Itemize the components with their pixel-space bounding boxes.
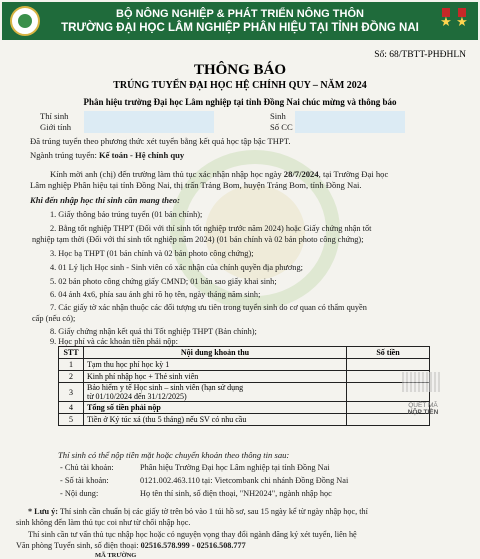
enrollment-date: 28/7/2024 bbox=[283, 169, 319, 179]
requirement-item: 4. 01 Lý lịch Học sinh - Sinh viên có xác nhận của chính quyền địa phương; bbox=[50, 263, 303, 272]
notice-subtitle: TRÚNG TUYỂN ĐẠI HỌC HỆ CHÍNH QUY – NĂM 2024 bbox=[113, 80, 367, 91]
ministry-name: BỘ NÔNG NGHIỆP & PHÁT TRIỂN NÔNG THÔN bbox=[116, 8, 364, 20]
redacted-name bbox=[84, 111, 214, 133]
bank-value: 0121.002.463.110 tại: Vietcombank chi nhánh Đồng Đồng Nai bbox=[140, 476, 349, 485]
requirement-item: 5. 02 bản photo công chứng giấy CMND; 01 bản sao giấy khai sinh; bbox=[50, 277, 277, 286]
requirement-item: 2. Bằng tốt nghiệp THPT (Đối với thí sinh tốt nghiệp trước năm 2024) hoặc Giấy chứng nhận tốt bbox=[50, 224, 372, 233]
note-line-4: Văn phòng Tuyển sinh, số điện thoại: 02516.578.999 - 02516.508.777 bbox=[16, 541, 246, 550]
bring-heading: Khi đến nhập học thí sinh cần mang theo: bbox=[30, 195, 180, 205]
header-content: Nội dung khoản thu bbox=[84, 347, 347, 359]
medal-icon: ★ bbox=[456, 8, 468, 32]
note-line-2: sinh không đến làm thủ tục coi như từ chối nhập học. bbox=[16, 518, 191, 527]
table-row: 3 Bảo hiểm y tế Học sinh – sinh viên (hạn sử dụng từ 01/10/2024 đến 31/12/2025) bbox=[59, 383, 430, 402]
medal-icon: ★ bbox=[440, 8, 452, 32]
bank-label: - Số tài khoản: bbox=[60, 476, 109, 485]
requirement-item: 9. Học phí và các khoản tiền phải nộp: bbox=[50, 337, 178, 346]
contact-phones: 02516.578.999 - 02516.508.777 bbox=[140, 541, 246, 550]
requirement-item: 6. 04 ảnh 4x6, phía sau ảnh ghi rõ họ tên, ngày tháng năm sinh; bbox=[50, 290, 261, 299]
document-number: Số: 68/TBTT-PHĐHLN bbox=[374, 50, 466, 60]
field-gender: Giới tính bbox=[40, 122, 72, 132]
note-line-3: Thí sinh cần tư vấn thủ tục nhập học hoặc có nguyện vọng thay đổi ngành đăng ký xét tuyển, liên hệ bbox=[28, 530, 357, 539]
redacted-id bbox=[295, 111, 405, 133]
table-row: 2 Kinh phí nhập học + Thẻ sinh viên bbox=[59, 371, 430, 383]
table-row: 1 Tạm thu học phí học kỳ 1 bbox=[59, 359, 430, 371]
bank-value: Phân hiệu Trường Đại học Lâm nghiệp tại tỉnh Đồng Nai bbox=[140, 463, 330, 472]
header-amount: Số tiền bbox=[347, 347, 430, 359]
invitation-line-2: Lâm nghiệp Phân hiệu tại tỉnh Đồng Nai, thị trấn Trảng Bom, huyện Trảng Bom, tỉnh Đồng Nai. bbox=[30, 180, 362, 190]
major-line: Ngành trúng tuyển: Kế toán - Hệ chính quy bbox=[30, 150, 185, 160]
table-row: 4 Tổng số tiền phải nộp bbox=[59, 402, 430, 414]
table-row: 5 Tiền ở Ký túc xá (thu 5 tháng) nếu SV có nhu cầu bbox=[59, 414, 430, 426]
admission-method: Đã trúng tuyển theo phương thức xét tuyển bằng kết quả học tập bậc THPT. bbox=[30, 136, 291, 146]
requirement-item: cấp (nếu có); bbox=[32, 314, 76, 323]
invitation-line-1: Kính mời anh (chị) đến trường làm thủ tục xác nhận nhập học ngày 28/7/2024, tại Trường Đại học bbox=[50, 169, 389, 179]
transfer-note: Thí sinh có thể nộp tiền mặt hoặc chuyển khoản theo thông tin sau: bbox=[58, 450, 290, 460]
bank-label: - Nội dung: bbox=[60, 489, 99, 498]
signer-label: MÃ TRƯỜNG bbox=[95, 552, 137, 559]
bank-value: Họ tên thí sinh, số điện thoại, "NH2024", ngành nhập học bbox=[140, 489, 332, 498]
note-label: * Lưu ý: bbox=[28, 507, 58, 516]
requirement-item: 3. Học bạ THPT (01 bản chính và 02 bản photo công chứng); bbox=[50, 249, 254, 258]
requirement-item: nghiệp tạm thời (Đối với thí sinh tốt nghiệp năm 2024) (01 bản chính và 02 bản photo công chứng); bbox=[32, 235, 364, 244]
bank-label: - Chủ tài khoản: bbox=[60, 463, 114, 472]
notice-title: THÔNG BÁO bbox=[193, 62, 287, 78]
requirement-item: 7. Các giấy tờ xác nhận thuộc các đối tượng ưu tiên trong tuyển sinh do cơ quan có thẩm quyền bbox=[50, 303, 367, 312]
field-birth: Sinh bbox=[270, 111, 286, 121]
requirement-item: 1. Giấy thông báo trúng tuyển (01 bản chính); bbox=[50, 210, 203, 219]
header-stt: STT bbox=[59, 347, 84, 359]
letterhead-banner bbox=[2, 2, 478, 40]
congratulation-line: Phân hiệu trường Đại học Lâm nghiệp tại tỉnh Đồng Nai chúc mừng và thông báo bbox=[83, 97, 397, 107]
payment-qr-label: QUÉT MÃ NỘP TIỀN bbox=[407, 402, 439, 416]
note-line-1: * Lưu ý: Thí sinh cần chuẩn bị các giấy tờ trên bỏ vào 1 túi hồ sơ, sau 15 ngày kể từ ngày nhập học, thí bbox=[28, 507, 368, 516]
field-id: Số CC bbox=[270, 122, 293, 132]
major-value: Kế toán - Hệ chính quy bbox=[99, 150, 185, 160]
fee-table bbox=[58, 346, 430, 426]
school-name: TRƯỜNG ĐẠI HỌC LÂM NGHIỆP PHÂN HIỆU TẠI TỈNH ĐỒNG NAI bbox=[61, 22, 419, 34]
qr-code-icon bbox=[402, 372, 440, 392]
fee-table-header bbox=[59, 347, 430, 359]
field-student: Thí sinh bbox=[40, 111, 69, 121]
requirement-item: 8. Giấy chứng nhận kết quả thi Tốt nghiệp THPT (Bản chính); bbox=[50, 327, 257, 336]
